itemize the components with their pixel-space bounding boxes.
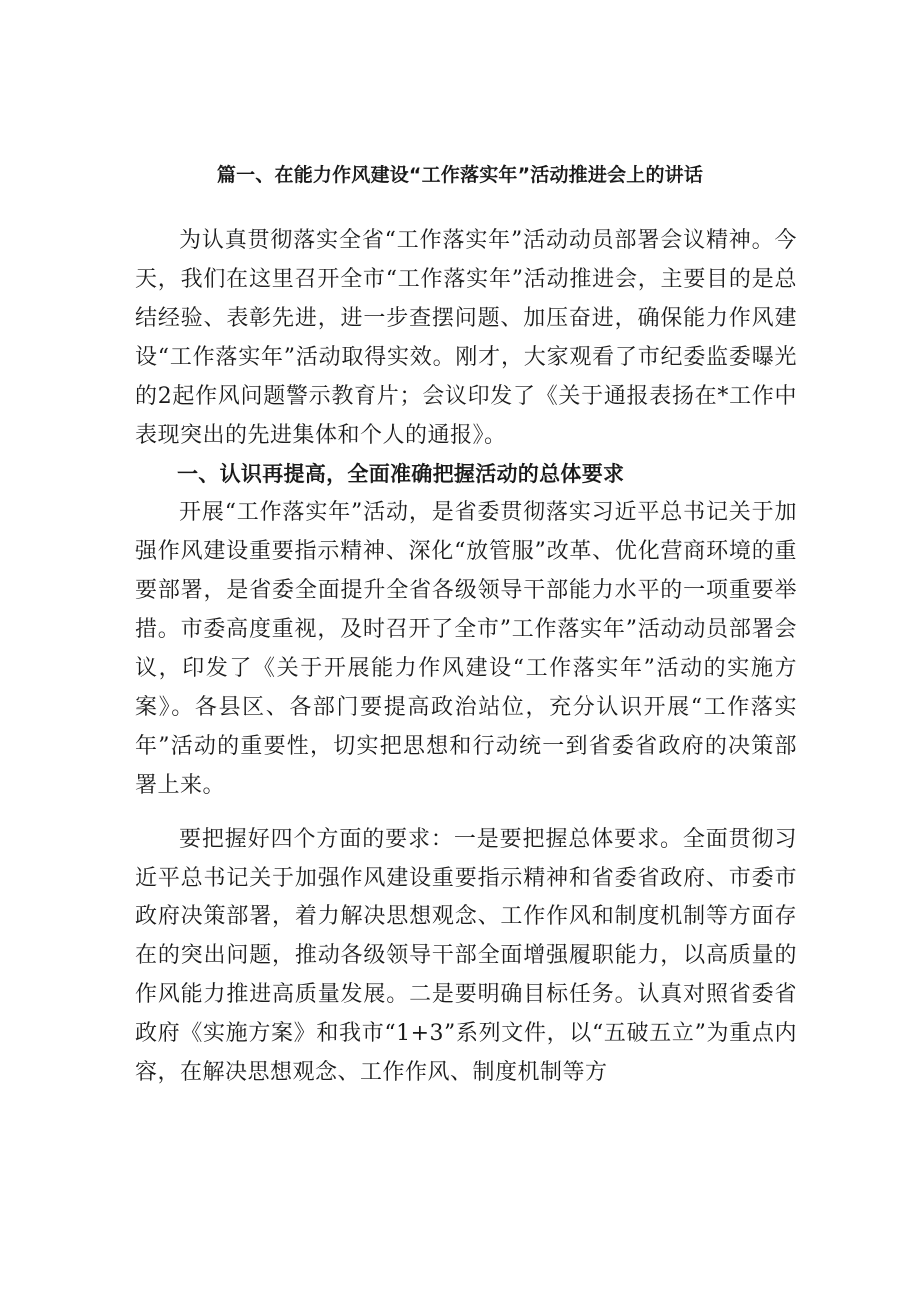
paragraph-gap [135,806,797,821]
document-body [135,222,797,1093]
paragraph-requirements: 要把握好四个方面的要求：一是要把握总体要求。全面贯彻习近平总书记关于加强作风建设重要指示精神和省委省政府、市委市政府决策部署，着力解决思想观念、工作作风和制度机制等方面存在的突出问题，推动各级领导干部全面增强履职能力，以高质量的作风能力推进高质量发展。二是要明确目标任务。认真对照省委省政府《实施方案》和我市“1+3”系列文件，以“五破五立”为重点内容，在解决思想观念、工作作风、制度机制等方 [135,826,797,1086]
document-title: 篇一、在能力作风建设“工作落实年”活动推进会上的讲话 [216,164,704,186]
paragraph-section-1: 开展“工作落实年”活动，是省委贯彻落实习近平总书记关于加强作风建设重要指示精神、深化“放管服”改革、优化营商环境的重要部署，是省委全面提升全省各级领导干部能力水平的一项重要举措。市委高度重视，及时召开了全市”工作落实年”活动动员部署会议，印发了《关于开展能力作风建设“工作落实年”活动的实施方案》。各县区、各部门要提高政治站位，充分认识开展“工作落实年”活动的重要性，切实把思想和行动统一到省委省政府的决策部署上来。 [135,500,797,798]
paragraph-intro: 为认真贯彻落实全省“工作落实年”活动动员部署会议精神。今天，我们在这里召开全市“工作落实年”活动推进会，主要目的是总结经验、表彰先进，进一步查摆问题、加压奋进，确保能力作风建设“工作落实年”活动取得实效。刚才，大家观看了市纪委监委曝光的2起作风问题警示教育片；会议印发了《关于通报表扬在*工作中表现突出的先进集体和个人的通报》。 [135,228,797,448]
section-heading-1: 一、认识再提高，全面准确把握活动的总体要求 [177,462,625,487]
